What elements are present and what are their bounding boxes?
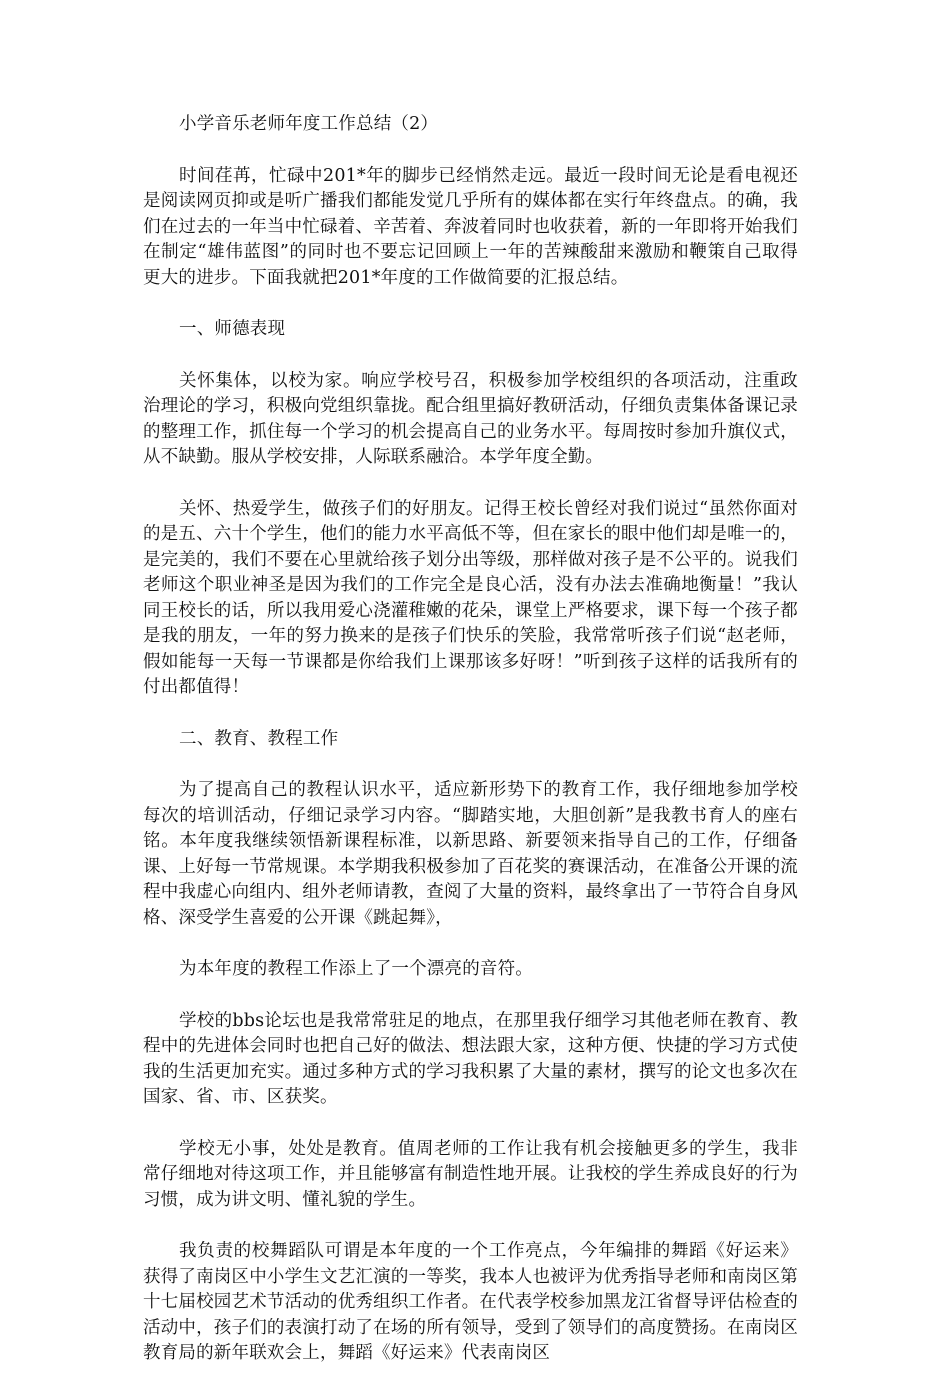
section-heading-teaching: 二、教育、教程工作 bbox=[179, 728, 339, 749]
paragraph: 关怀集体，以校为家。响应学校号召，积极参加学校组织的各项活动，注重政治理论的学习，积极向党组织靠拢。配合组里搞好教研活动，仔细负责集体备课记录的整理工作，抓住每一个学习的机会提高自己的业务水平。每周按时参加升旗仪式，从不缺勤。服从学校安排，人际联系融洽。本学年度全勤。 bbox=[143, 370, 798, 467]
paragraph: 为本年度的教程工作添上了一个漂亮的音符。 bbox=[179, 959, 533, 979]
document-body bbox=[143, 112, 798, 1393]
paragraph: 我负责的校舞蹈队可谓是本年度的一个工作亮点，今年编排的舞蹈《好运来》获得了南岗区中小学生文艺汇演的一等奖，我本人也被评为优秀指导老师和南岗区第十七届校园艺术节活动的优秀组织工作者。在代表学校参加黑龙江省督导评估检查的活动中，孩子们的表演打动了在场的所有领导，受到了领导们的高度赞扬。在南岗区教育局的新年联欢会上，舞蹈《好运来》代表南岗区 bbox=[143, 1241, 798, 1363]
paragraph: 为了提高自己的教程认识水平，适应新形势下的教育工作，我仔细地参加学校每次的培训活动，仔细记录学习内容。“脚踏实地，大胆创新”是我教书育人的座右铭。本年度我继续领悟新课程标准，以新思路、新要领来指导自己的工作，仔细备课、上好每一节常规课。本学期我积极参加了百花奖的赛课活动，在准备公开课的流程中我虚心向组内、组外老师请教，查阅了大量的资料，最终拿出了一节符合自身风格、深受学生喜爱的公开课《跳起舞》， bbox=[143, 780, 798, 928]
paragraph: 关怀、热爱学生，做孩子们的好朋友。记得王校长曾经对我们说过“虽然你面对的是五、六十个学生，他们的能力水平高低不等，但在家长的眼中他们却是唯一的，是完美的，我们不要在心里就给孩子划分出等级，那样做对孩子是不公平的。说我们老师这个职业神圣是因为我们的工作完全是良心活，没有办法去准确地衡量！”我认同王校长的话，所以我用爱心浇灌稚嫩的花朵，课堂上严格要求，课下每一个孩子都是我的朋友，一年的努力换来的是孩子们快乐的笑脸，我常常听孩子们说“赵老师，假如能每一天每一节课都是你给我们上课那该多好呀！”听到孩子这样的话我所有的付出都值得！ bbox=[143, 498, 798, 697]
document-title: 小学音乐老师年度工作总结（2） bbox=[179, 114, 439, 134]
intro-paragraph: 时间荏苒，忙碌中201*年的脚步已经悄然走远。最近一段时间无论是看电视还是阅读网页抑或是听广播我们都能发觉几乎所有的媒体都在实行年终盘点。的确，我们在过去的一年当中忙碌着、辛苦着、奔波着同时也收获着，新的一年即将开始我们在制定“雄伟蓝图”的同时也不要忘记回顾上一年的苦辣酸甜来激励和鞭策自己取得更大的进步。下面我就把201*年度的工作做简要的汇报总结。 bbox=[143, 165, 798, 288]
section-heading-ethics: 一、师德表现 bbox=[179, 319, 286, 339]
paragraph: 学校无小事，处处是教育。值周老师的工作让我有机会接触更多的学生，我非常仔细地对待这项工作，并且能够富有制造性地开展。让我校的学生养成良好的行为习惯，成为讲文明、懂礼貌的学生。 bbox=[143, 1138, 798, 1210]
paragraph: 学校的bbs论坛也是我常常驻足的地点，在那里我仔细学习其他老师在教育、教程中的先进体会同时也把自己好的做法、想法跟大家，这种方便、快捷的学习方式使我的生活更加充实。通过多种方式的学习我积累了大量的素材，撰写的论文也多次在国家、省、市、区获奖。 bbox=[143, 1010, 798, 1107]
